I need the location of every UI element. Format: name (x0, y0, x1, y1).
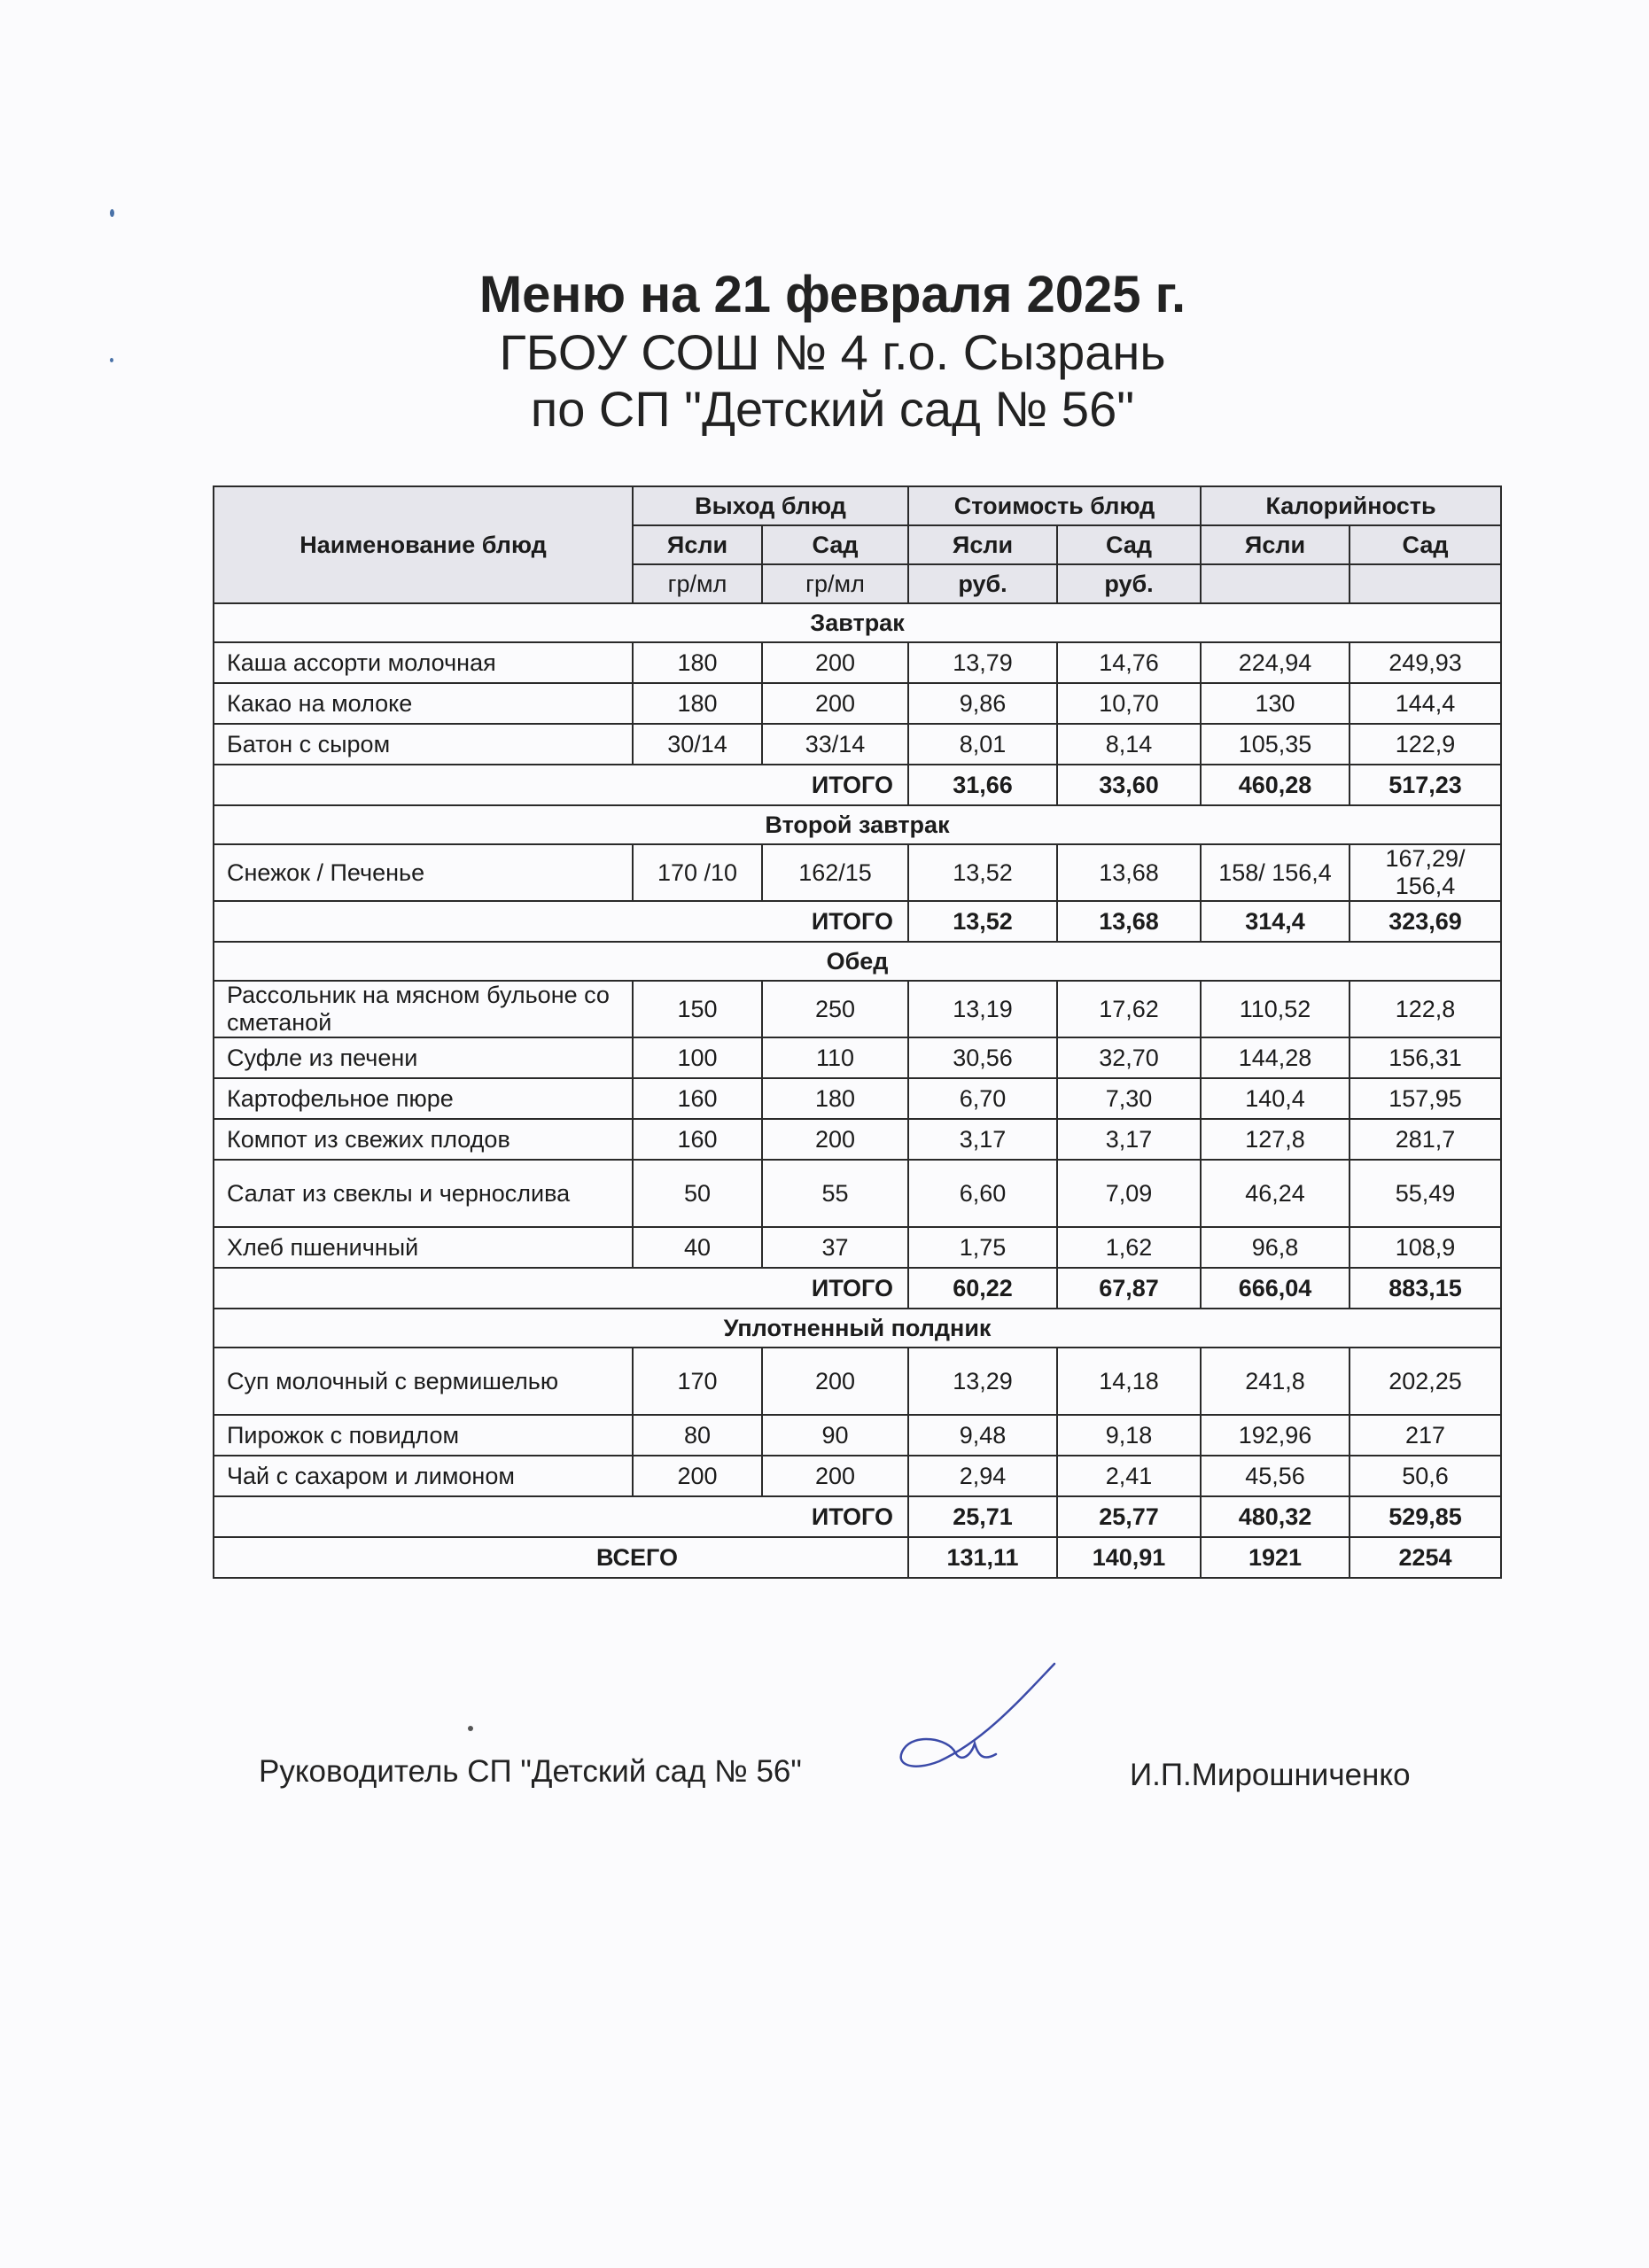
signer-name: И.П.Мирошниченко (1130, 1758, 1411, 1792)
total-label: ИТОГО (214, 765, 908, 805)
document-title: Меню на 21 февраля 2025 г. (478, 266, 1186, 323)
table-cell: 170 (633, 1348, 762, 1415)
total-value: 666,04 (1201, 1268, 1350, 1309)
table-row (214, 844, 1501, 901)
section-title: Второй завтрак (214, 805, 1501, 844)
grand-total-label: ВСЕГО (214, 1537, 908, 1578)
table-cell: 40 (633, 1227, 762, 1268)
table-cell: 180 (633, 683, 762, 724)
table-cell: 160 (633, 1119, 762, 1160)
table-cell: 105,35 (1201, 724, 1350, 765)
table-cell: 158/ 156,4 (1201, 844, 1350, 901)
table-cell: 144,28 (1201, 1037, 1350, 1078)
table-cell: 167,29/ 156,4 (1350, 844, 1501, 901)
school-name: ГБОУ СОШ № 4 г.о. Сызрань (499, 324, 1166, 380)
table-cell: 202,25 (1350, 1348, 1501, 1415)
table-cell: 37 (762, 1227, 908, 1268)
dish-name: Рассольник на мясном бульоне со сметаной (214, 981, 633, 1037)
dish-name: Пирожок с повидлом (214, 1415, 633, 1456)
dish-name: Картофельное пюре (214, 1078, 633, 1119)
table-cell: 13,79 (908, 642, 1057, 683)
table-row (214, 724, 1501, 765)
table-cell: 10,70 (1057, 683, 1201, 724)
speck (110, 209, 114, 217)
table-cell: 200 (762, 642, 908, 683)
header-cost-yasli: Ясли (908, 525, 1057, 564)
table-cell: 55 (762, 1160, 908, 1227)
table-cell: 8,14 (1057, 724, 1201, 765)
dish-name: Салат из свеклы и чернослива (214, 1160, 633, 1227)
table-cell: 241,8 (1201, 1348, 1350, 1415)
table-cell: 170 /10 (633, 844, 762, 901)
table-cell: 33/14 (762, 724, 908, 765)
table-cell: 150 (633, 981, 762, 1037)
grand-total-value: 140,91 (1057, 1537, 1201, 1578)
total-value: 13,52 (908, 901, 1057, 942)
table-row (214, 683, 1501, 724)
table-cell: 108,9 (1350, 1227, 1501, 1268)
header-calories-sad: Сад (1350, 525, 1501, 564)
table-cell: 7,30 (1057, 1078, 1201, 1119)
table-cell: 13,19 (908, 981, 1057, 1037)
speck (110, 358, 113, 362)
total-value: 323,69 (1350, 901, 1501, 942)
dish-name: Чай с сахаром и лимоном (214, 1456, 633, 1496)
section-title: Завтрак (214, 603, 1501, 642)
table-cell: 160 (633, 1078, 762, 1119)
section-row (214, 805, 1501, 844)
table-cell: 2,94 (908, 1456, 1057, 1496)
grand-total-value: 131,11 (908, 1537, 1057, 1578)
header-portion-yasli: Ясли (633, 525, 762, 564)
table-cell: 249,93 (1350, 642, 1501, 683)
menu-table (213, 485, 1502, 1579)
table-cell: 224,94 (1201, 642, 1350, 683)
table-cell: 180 (633, 642, 762, 683)
kindergarten-name: по СП "Детский сад № 56" (530, 381, 1135, 437)
table-cell: 1,62 (1057, 1227, 1201, 1268)
table-cell: 140,4 (1201, 1078, 1350, 1119)
total-row (214, 901, 1501, 942)
table-cell: 96,8 (1201, 1227, 1350, 1268)
grand-total-row (214, 1537, 1501, 1578)
section-row (214, 1309, 1501, 1348)
total-row (214, 765, 1501, 805)
section-row (214, 942, 1501, 981)
total-value: 67,87 (1057, 1268, 1201, 1309)
table-row (214, 1227, 1501, 1268)
unit-cost-yasli: руб. (908, 564, 1057, 603)
total-value: 480,32 (1201, 1496, 1350, 1537)
grand-total-value: 2254 (1350, 1537, 1501, 1578)
unit-calories-yasli (1201, 564, 1350, 603)
table-cell: 50,6 (1350, 1456, 1501, 1496)
table-cell: 200 (762, 683, 908, 724)
table-cell: 122,9 (1350, 724, 1501, 765)
total-value: 60,22 (908, 1268, 1057, 1309)
table-cell: 13,29 (908, 1348, 1057, 1415)
table-cell: 80 (633, 1415, 762, 1456)
dish-name: Хлеб пшеничный (214, 1227, 633, 1268)
total-label: ИТОГО (214, 1268, 908, 1309)
dish-name: Батон с сыром (214, 724, 633, 765)
unit-cost-sad: руб. (1057, 564, 1201, 603)
header-calories: Калорийность (1201, 486, 1501, 525)
table-cell: 9,18 (1057, 1415, 1201, 1456)
section-title: Уплотненный полдник (214, 1309, 1501, 1348)
total-value: 529,85 (1350, 1496, 1501, 1537)
total-value: 31,66 (908, 765, 1057, 805)
total-label: ИТОГО (214, 1496, 908, 1537)
table-cell: 156,31 (1350, 1037, 1501, 1078)
table-row (214, 1160, 1501, 1227)
menu-body (214, 603, 1501, 1578)
table-cell: 8,01 (908, 724, 1057, 765)
table-cell: 110,52 (1201, 981, 1350, 1037)
table-cell: 122,8 (1350, 981, 1501, 1037)
table-cell: 6,70 (908, 1078, 1057, 1119)
table-cell: 127,8 (1201, 1119, 1350, 1160)
table-cell: 110 (762, 1037, 908, 1078)
section-title: Обед (214, 942, 1501, 981)
table-cell: 281,7 (1350, 1119, 1501, 1160)
header-cost-sad: Сад (1057, 525, 1201, 564)
speck (468, 1726, 473, 1731)
total-value: 13,68 (1057, 901, 1201, 942)
table-cell: 3,17 (1057, 1119, 1201, 1160)
table-cell: 130 (1201, 683, 1350, 724)
dish-name: Каша ассорти молочная (214, 642, 633, 683)
table-cell: 17,62 (1057, 981, 1201, 1037)
grand-total-value: 1921 (1201, 1537, 1350, 1578)
table-cell: 46,24 (1201, 1160, 1350, 1227)
dish-name: Суфле из печени (214, 1037, 633, 1078)
table-cell: 13,52 (908, 844, 1057, 901)
table-cell: 7,09 (1057, 1160, 1201, 1227)
signature-block (0, 1736, 1649, 1843)
table-cell: 14,76 (1057, 642, 1201, 683)
total-value: 25,77 (1057, 1496, 1201, 1537)
table-cell: 30/14 (633, 724, 762, 765)
total-value: 460,28 (1201, 765, 1350, 805)
table-cell: 162/15 (762, 844, 908, 901)
unit-portion-sad: гр/мл (762, 564, 908, 603)
section-row (214, 603, 1501, 642)
table-cell: 3,17 (908, 1119, 1057, 1160)
header-calories-yasli: Ясли (1201, 525, 1350, 564)
unit-portion-yasli: гр/мл (633, 564, 762, 603)
dish-name: Какао на молоке (214, 683, 633, 724)
table-cell: 217 (1350, 1415, 1501, 1456)
table-cell: 45,56 (1201, 1456, 1350, 1496)
table-row (214, 1119, 1501, 1160)
table-cell: 200 (762, 1456, 908, 1496)
table-cell: 250 (762, 981, 908, 1037)
table-row (214, 1078, 1501, 1119)
table-row (214, 1456, 1501, 1496)
table-cell: 9,86 (908, 683, 1057, 724)
header-dish-name: Наименование блюд (214, 486, 633, 603)
table-cell: 50 (633, 1160, 762, 1227)
total-value: 33,60 (1057, 765, 1201, 805)
header-cost: Стоимость блюд (908, 486, 1201, 525)
table-cell: 157,95 (1350, 1078, 1501, 1119)
total-value: 883,15 (1350, 1268, 1501, 1309)
table-cell: 180 (762, 1078, 908, 1119)
document-header (8, 266, 1649, 438)
table-cell: 200 (762, 1348, 908, 1415)
dish-name: Компот из свежих плодов (214, 1119, 633, 1160)
total-value: 517,23 (1350, 765, 1501, 805)
signer-position: Руководитель СП "Детский сад № 56" (259, 1754, 802, 1789)
table-cell: 32,70 (1057, 1037, 1201, 1078)
table-row (214, 642, 1501, 683)
handwritten-signature (886, 1657, 1072, 1790)
unit-calories-sad (1350, 564, 1501, 603)
table-cell: 192,96 (1201, 1415, 1350, 1456)
table-cell: 2,41 (1057, 1456, 1201, 1496)
table-cell: 30,56 (908, 1037, 1057, 1078)
table-cell: 9,48 (908, 1415, 1057, 1456)
table-row (214, 1348, 1501, 1415)
table-cell: 1,75 (908, 1227, 1057, 1268)
table-cell: 13,68 (1057, 844, 1201, 901)
table-cell: 90 (762, 1415, 908, 1456)
total-value: 25,71 (908, 1496, 1057, 1537)
dish-name: Снежок / Печенье (214, 844, 633, 901)
table-cell: 200 (762, 1119, 908, 1160)
header-portion: Выход блюд (633, 486, 908, 525)
table-row (214, 1037, 1501, 1078)
table-row (214, 1415, 1501, 1456)
table-cell: 14,18 (1057, 1348, 1201, 1415)
total-label: ИТОГО (214, 901, 908, 942)
total-value: 314,4 (1201, 901, 1350, 942)
table-cell: 144,4 (1350, 683, 1501, 724)
table-cell: 6,60 (908, 1160, 1057, 1227)
table-cell: 55,49 (1350, 1160, 1501, 1227)
table-row (214, 981, 1501, 1037)
total-row (214, 1268, 1501, 1309)
dish-name: Суп молочный с вермишелью (214, 1348, 633, 1415)
total-row (214, 1496, 1501, 1537)
table-cell: 200 (633, 1456, 762, 1496)
table-cell: 100 (633, 1037, 762, 1078)
header-portion-sad: Сад (762, 525, 908, 564)
